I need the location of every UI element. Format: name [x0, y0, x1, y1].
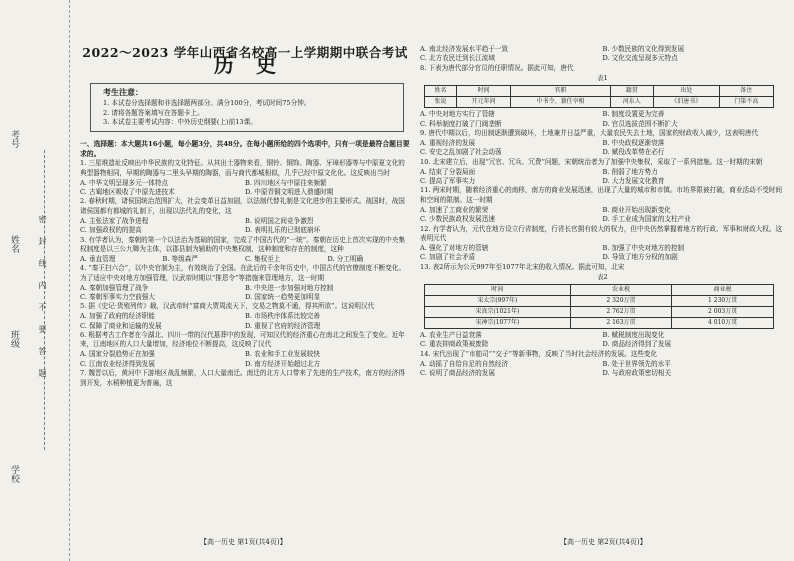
table-header-cell: 农业税: [570, 284, 672, 295]
option: C. 加剧了社会矛盾: [420, 253, 476, 262]
option: A. 中华文明呈现多元一体特点: [80, 178, 169, 187]
question-11: 11. 两宋时期，随着经济重心的南移，南方的商业发展迅速，出现了大量的城市和市镇。市坊界限被打破，商业活动不受时间和空间的限制。这一时期: [420, 186, 783, 204]
table-row: [425, 97, 774, 108]
question-13: 13. 表2所示为公元997年至1077年北宋的收入情况。据此可知，北宋: [420, 262, 625, 271]
option: D. 赋役改革势在必行: [602, 148, 665, 157]
option: C. 科举制度打破了门阀垄断: [420, 119, 502, 128]
options-5: [80, 312, 410, 331]
option: D. 国家统一趋势更加明显: [245, 292, 321, 301]
option: D. 分工明确: [327, 254, 364, 263]
exam-title: 2022～2023 学年山西省名校高一上学期期中联合考试: [82, 45, 408, 60]
option: C. 说明了商品经济的发展: [420, 369, 495, 378]
question-2: 2. 春秋时期，诸侯国统治范围扩大，社会变革日益加剧，以法制代替礼制是文化进步的主要形式。战国时，战国诸侯国都有都城的礼制下，出现以法代礼的变化，这: [80, 197, 405, 215]
question-6: 6. 根据考古工作者在今湖北、四川一带的汉代墓葬中的发现，可知汉代的经济重心在南北之间发生了变化。近年来，江南地区的人口大量增加，经济地位不断提高，这反映了汉代: [80, 331, 405, 349]
table-1: [424, 85, 774, 108]
question-8: 8. 下表为唐代部分官员的任职情况。据此可知，唐代: [420, 63, 574, 72]
options-14: [420, 360, 785, 379]
option: B. 市场秩序体系比较完善: [245, 312, 320, 321]
question-9: 9. 唐代中期以后，均田制逐渐遭到破坏，土地兼并日益严重，大量农民失去土地，国家的财政收入减少，这表明唐代: [420, 128, 759, 137]
table-row: [425, 295, 774, 306]
option: B. 制度设置更为完善: [602, 110, 665, 119]
table-header-cell: 籍贯: [610, 86, 653, 97]
table-cell: 张说: [425, 97, 457, 108]
option: D. 重视了官府的经济管理: [245, 321, 321, 330]
option: A. 南北经济发展水平趋于一致: [420, 45, 509, 53]
option: B. 加强了中央对地方的控制: [602, 243, 685, 252]
options-12: [420, 244, 785, 263]
table-header-cell: 时间: [456, 86, 510, 97]
question-10: 10. 北宋建立后，出现“冗官、冗兵、冗费”问题，宋朝统治者为了加强中央集权，采取了一系列措施。这一时期的宋朝: [420, 157, 763, 166]
options-8: [420, 110, 785, 129]
option: C. 北方农民迁到长江流域: [420, 54, 495, 63]
table-header-cell: 时间: [425, 284, 571, 295]
notice-item: 3. 本试卷主要考试内容：中外历史纲要(上)前13课。: [103, 118, 257, 127]
table-cell: 2 320万贯: [570, 295, 672, 306]
question-12: 12. 有学者认为，元代在地方设立行省制度，行省长官拥有较大的权力，但中央仍然掌握着地方的行政、军事和财政大权。这表明元代: [420, 224, 783, 242]
option: D. 南方经济开始超过北方: [245, 359, 321, 368]
option: A. 秦朝加强管理了战争: [80, 283, 149, 292]
notice-item: 1. 本试卷分选择题和非选择题两部分。满分100分，考试时间75分钟。: [103, 99, 311, 108]
question-4: 4. “秦王扫六合”，以中央官制为主，有效统治了全国。在此后的千余年历史中，中国古代的官僚制度不断变化。为了适应中央对地方加强管理，汉武帝时期以“推恩令”等措施来管理地方，这一时期: [80, 264, 406, 282]
options-2: [80, 217, 410, 236]
option: C. 集权至上: [245, 254, 281, 263]
option: B. 处于世界领先的水平: [602, 359, 671, 368]
option: D. 表明礼乐的已彻底崩坏: [245, 226, 321, 235]
options-6: [80, 350, 410, 369]
table-cell: 门第不高: [719, 97, 773, 108]
option: C. 江南农业经济得到发展: [80, 359, 155, 368]
option: C. 秦朝军事实力空前强大: [80, 292, 155, 301]
class-label: 班级: [9, 330, 19, 348]
table-header-cell: 姓名: [425, 86, 457, 97]
option: B. 赋税制度出现变化: [602, 330, 665, 339]
page-footer-right: 【高一历史 第2页(共4页)】: [560, 538, 647, 546]
table-header-row: [425, 86, 774, 97]
table-row: [425, 317, 774, 328]
option: C. 安史之乱加剧了社会动荡: [420, 148, 502, 157]
option: C. 加强政权的的提高: [80, 226, 142, 235]
table-header-cell: 出处: [653, 86, 719, 97]
option: C. 重农抑商政策被废除: [420, 340, 489, 349]
seal-line-text: 密封线内不要答题: [38, 215, 47, 391]
option: A. 重视经济的发展: [420, 138, 476, 147]
table-header-cell: 官职: [511, 86, 610, 97]
option: A. 主张法家了战争进程: [80, 216, 149, 225]
options-10: [420, 168, 785, 187]
section-heading: 一、选择题：本大题共16小题，每小题3分，共48分。在每小题所给的四个选项中，只有一项是最符合题目要求的。: [80, 140, 410, 158]
name-label: 姓名: [9, 235, 19, 253]
table-cell: 开元年间: [456, 97, 510, 108]
exam-subject: 历史: [214, 53, 298, 78]
question-1: 1. 三星堆遗址反映出中华民族的文化特征。从其出土器物来看，铜铃、铜饰、陶器、牙璋形器等与中原夏文化的典型器物相同，早期的陶器与二里头早期的陶器，而与商代都城相似，几乎已经中原文化化。这反映出当时: [80, 159, 405, 177]
table-1-caption: 表1: [597, 73, 608, 82]
binding-margin: [0, 0, 70, 561]
options-11: [420, 206, 785, 225]
options-7: [420, 45, 785, 64]
option: B. 四川地区与中原往来频繁: [245, 178, 327, 187]
options-9: [420, 139, 785, 158]
table-cell: 2 163万贯: [570, 317, 672, 328]
option: D. 商品经济得到了发展: [602, 340, 672, 349]
option: D. 大力发展文化教育: [602, 176, 665, 185]
option: B. 少数民族的文化得到发展: [602, 45, 685, 53]
table-header-cell: 商业税: [672, 284, 774, 295]
option: A. 农业生产日益衰落: [420, 330, 482, 339]
exam-number-label: 考号: [9, 130, 19, 148]
option: A. 中央对地方实行了管辖: [420, 110, 495, 119]
option: B. 中央进一步加强对地方控制: [245, 283, 334, 292]
table-cell: 《旧唐书》: [653, 97, 719, 108]
table-cell: 中书令、兼任宰相: [511, 97, 610, 108]
option: C. 保障了商业和运输的发展: [80, 321, 162, 330]
option: B. 农业和手工业发展较快: [245, 350, 320, 359]
table-cell: 宋真宗(1021年): [425, 306, 571, 317]
question-7: 7. 魏晋以后，黄河中下游地区战乱频繁，人口大量南迁。南迁的北方人口带来了先进的生产技术，南方的经济得到开发，水稻种植更为普遍，这: [80, 369, 405, 387]
table-cell: 河东人: [610, 97, 653, 108]
option: B. 中央政权逐渐衰落: [602, 138, 665, 147]
option: A. 结束了分裂局面: [420, 167, 476, 176]
table-cell: 宋神宗(1077年): [425, 317, 571, 328]
option: A. 动摇了自给自足的自然经济: [420, 359, 509, 368]
option: A. 国家分裂趋势正在加强: [80, 350, 155, 359]
table-cell: 宋太宗(997年): [425, 295, 571, 306]
table-cell: 1 230万贯: [672, 295, 774, 306]
option: C. 古蜀地区吸收了中原先进技术: [80, 187, 175, 196]
option: A. 加速了工商业的繁荣: [420, 205, 489, 214]
notice-item: 2. 请将各题答案填写在答题卡上。: [103, 108, 204, 117]
option: D. 导致了地方分权的加剧: [602, 253, 678, 262]
options-1: [80, 179, 410, 198]
table-2-caption: 表2: [597, 272, 608, 281]
table-cell: 2 762万贯: [570, 306, 672, 317]
page-left: [80, 0, 410, 561]
page-footer-left: 【高一历史 第1页(共4页)】: [200, 538, 287, 546]
option: A. 强化了对地方的管辖: [420, 243, 489, 252]
school-label: 学校: [9, 465, 19, 483]
option: B. 说明国之间竞争激烈: [245, 216, 314, 225]
options-4: [80, 284, 410, 303]
table-cell: 2 003万贯: [672, 306, 774, 317]
option: D. 文化交流呈现多元特点: [602, 54, 678, 63]
options-3: [80, 255, 410, 264]
option: C. 少数民族政权发展迅速: [420, 215, 495, 224]
page-right: [420, 0, 785, 561]
option: A. 垂直管理: [80, 254, 116, 263]
option: B. 削弱了地方势力: [602, 167, 658, 176]
option: D. 中原青铜文明进入鼎盛时期: [245, 187, 334, 196]
table-cell: 4 010万贯: [672, 317, 774, 328]
options-13: [420, 331, 785, 350]
table-header-cell: 备注: [719, 86, 773, 97]
option: C. 提高了军事实力: [420, 176, 476, 185]
notice-heading: 考生注意：: [103, 86, 143, 97]
option: B. 等级森严: [162, 254, 198, 263]
table-header-row: [425, 284, 774, 295]
notice-box: [90, 83, 404, 133]
table-row: [425, 306, 774, 317]
option: D. 手工业成为国家的支柱产业: [602, 215, 691, 224]
option: D. 与政府政策密切相关: [602, 369, 672, 378]
question-3: 3. 有学者认为，秦朝的第一个以法治为基础的国家，完成了中国古代的“一统”。秦朝在历史上首次实现的中央集权制度是以三公九卿为主体，以郡县制为辅助的中央集权制，这种制度和存在的制度，这种: [80, 235, 406, 253]
table-2: [424, 284, 774, 329]
option: A. 加强了政府的经济职能: [80, 312, 155, 321]
question-5: 5. 据《史记·货殖列传》载，汉武帝时“富商大贾周流天下，交易之物莫不通，得其所欲”。这说明汉代: [80, 302, 375, 311]
option: D. 官员选拔范围不断扩大: [602, 119, 678, 128]
question-14: 14. 宋代出现了“市舶司”“交子”等新事物，反映了当时社会经济的发展。这些变化: [420, 349, 658, 358]
option: B. 商业开始出现新变化: [602, 205, 671, 214]
